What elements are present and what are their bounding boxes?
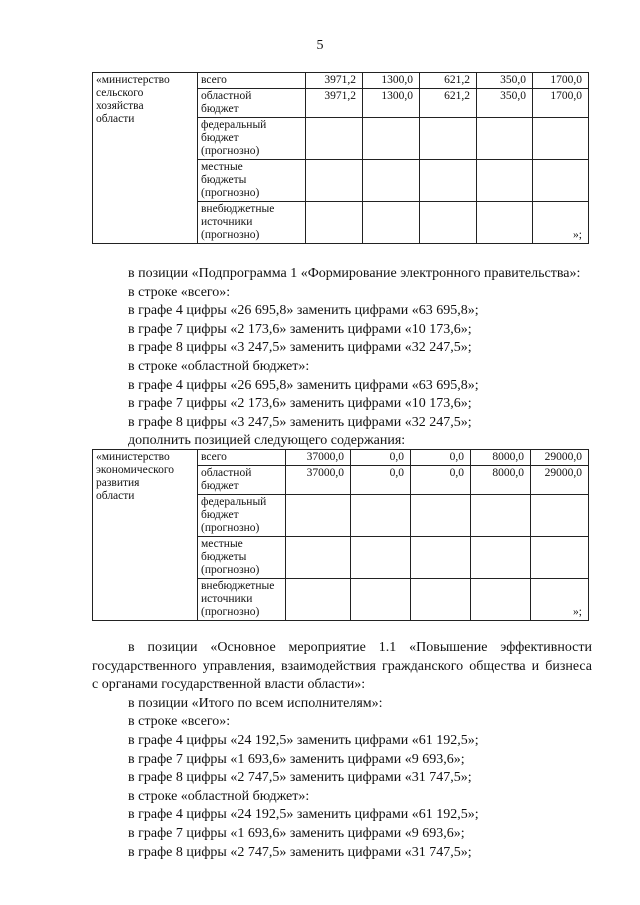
amount-cell: 1300,0 <box>363 89 420 118</box>
amount-cell: 37000,0 <box>286 450 351 466</box>
funding-source-cell <box>198 450 286 466</box>
executor-name-line: «министерство <box>96 451 170 463</box>
amount-cell: 621,2 <box>420 89 477 118</box>
funding-source-line: бюджет <box>201 480 239 492</box>
funding-source-line: бюджет <box>201 103 239 115</box>
amount-cell: »; <box>533 202 589 244</box>
amount-cell <box>363 118 420 160</box>
amendment-line: в графе 4 цифры «26 695,8» заменить цифрами «63 695,8»; <box>128 377 479 393</box>
amendment-line: в графе 4 цифры «24 192,5» заменить цифрами «61 192,5»; <box>128 732 479 748</box>
amount-cell <box>420 202 477 244</box>
amendment-intro-line: с органами государственной власти области»: <box>92 677 366 693</box>
amount-cell: 1700,0 <box>533 89 589 118</box>
executor-name-line: сельского <box>96 87 144 99</box>
amendment-line: в графе 7 цифры «1 693,6» заменить цифрами «9 693,6»; <box>128 825 465 841</box>
funding-source-line: всего <box>201 451 227 463</box>
amount-cell <box>411 579 471 621</box>
amount-cell <box>351 537 411 579</box>
table-row <box>93 73 589 89</box>
amount-cell: 0,0 <box>351 450 411 466</box>
amount-cell <box>411 537 471 579</box>
funding-source-cell <box>198 118 306 160</box>
table1-body <box>93 73 589 244</box>
funding-source-line: источники <box>201 216 253 228</box>
funding-source-line: местные <box>201 161 243 173</box>
executor-name-line: хозяйства <box>96 100 144 112</box>
amendment-line: в позиции «Подпрограмма 1 «Формирование электронного правительства»: <box>128 266 581 281</box>
amount-cell <box>306 202 363 244</box>
amount-cell <box>351 495 411 537</box>
amount-cell <box>531 495 589 537</box>
table2-body <box>93 450 589 621</box>
amount-cell <box>363 202 420 244</box>
executor-name-line: «министерство <box>96 74 170 86</box>
amount-cell: 29000,0 <box>531 466 589 495</box>
funding-source-line: (прогнозно) <box>201 145 260 157</box>
executor-table-economy <box>92 449 589 621</box>
amount-cell <box>286 579 351 621</box>
funding-source-line: (прогнозно) <box>201 229 260 241</box>
executor-name-line: экономического <box>96 464 175 476</box>
funding-source-cell <box>198 73 306 89</box>
amount-cell: »; <box>531 579 589 621</box>
amendment-line: в графе 7 цифры «2 173,6» заменить цифрами «10 173,6»; <box>128 396 472 412</box>
funding-source-cell <box>198 466 286 495</box>
amount-cell <box>286 537 351 579</box>
funding-source-line: областной <box>201 90 252 102</box>
funding-source-line: (прогнозно) <box>201 606 260 618</box>
amount-cell <box>477 160 533 202</box>
amount-cell: 3971,2 <box>306 73 363 89</box>
amendment-intro-line: в позиции «Основное мероприятие 1.1 «Повышение эффективности <box>128 640 592 655</box>
amount-cell <box>477 202 533 244</box>
funding-source-line: (прогнозно) <box>201 564 260 576</box>
page-number: 5 <box>316 38 324 53</box>
funding-source-cell <box>198 160 306 202</box>
amount-cell: 0,0 <box>411 450 471 466</box>
amendments-subprogram-1 <box>128 265 580 451</box>
funding-source-line: областной <box>201 467 252 479</box>
amendment-line: в графе 4 цифры «24 192,5» заменить цифрами «61 192,5»; <box>128 807 479 823</box>
amendment-line: в графе 8 цифры «3 247,5» заменить цифрами «32 247,5»; <box>128 340 472 356</box>
funding-source-line: федеральный <box>201 119 267 131</box>
amount-cell: 621,2 <box>420 73 477 89</box>
amendment-line: в строке «всего»: <box>128 714 231 730</box>
amendment-line: в графе 8 цифры «2 747,5» заменить цифрами «31 747,5»; <box>128 770 472 786</box>
funding-source-cell <box>198 89 306 118</box>
amount-cell: 29000,0 <box>531 450 589 466</box>
amendment-line: в строке «областной бюджет»: <box>128 788 310 804</box>
executor-name-cell <box>93 450 198 621</box>
executor-name-line: области <box>96 113 135 125</box>
amount-cell <box>420 160 477 202</box>
funding-source-line: бюджет <box>201 509 239 521</box>
executor-name-line: области <box>96 490 135 502</box>
amount-cell <box>471 495 531 537</box>
amendments-main-activity-1-1 <box>92 639 592 862</box>
amount-cell <box>471 537 531 579</box>
amount-cell: 8000,0 <box>471 466 531 495</box>
amount-cell: 350,0 <box>477 89 533 118</box>
funding-source-line: федеральный <box>201 496 267 508</box>
amendment-intro-line: государственного управления, взаимодействия гражданского общества и бизнеса <box>92 658 592 674</box>
amount-cell <box>286 495 351 537</box>
amount-cell <box>306 118 363 160</box>
amount-cell <box>420 118 477 160</box>
table-row <box>93 450 589 466</box>
amendment-line: в графе 4 цифры «26 695,8» заменить цифрами «63 695,8»; <box>128 303 479 319</box>
amount-cell: 350,0 <box>477 73 533 89</box>
amount-cell <box>363 160 420 202</box>
funding-source-line: (прогнозно) <box>201 522 260 534</box>
amount-cell <box>351 579 411 621</box>
funding-source-line: бюджет <box>201 132 239 144</box>
amendment-line: в строке «областной бюджет»: <box>128 358 310 374</box>
amount-cell: 1700,0 <box>533 73 589 89</box>
funding-source-cell <box>198 202 306 244</box>
amount-cell: 0,0 <box>351 466 411 495</box>
amendment-line: в графе 7 цифры «2 173,6» заменить цифрами «10 173,6»; <box>128 321 472 337</box>
amount-cell <box>471 579 531 621</box>
amendment-line: в строке «всего»: <box>128 284 231 300</box>
funding-source-line: внебюджетные <box>201 203 275 215</box>
funding-source-cell <box>198 579 286 621</box>
amendment-line: в графе 7 цифры «1 693,6» заменить цифрами «9 693,6»; <box>128 751 465 767</box>
executor-name-line: развития <box>96 477 140 489</box>
funding-source-line: бюджеты <box>201 174 247 186</box>
amount-cell <box>411 495 471 537</box>
amendment-line: дополнить позицией следующего содержания: <box>128 433 406 449</box>
amount-cell: 1300,0 <box>363 73 420 89</box>
amount-cell <box>531 537 589 579</box>
amount-cell: 37000,0 <box>286 466 351 495</box>
funding-source-line: всего <box>201 74 227 86</box>
amount-cell <box>306 160 363 202</box>
amendment-line: в позиции «Итого по всем исполнителям»: <box>128 695 383 711</box>
funding-source-line: бюджеты <box>201 551 247 563</box>
amendment-line: в графе 8 цифры «2 747,5» заменить цифрами «31 747,5»; <box>128 844 472 860</box>
amount-cell: 3971,2 <box>306 89 363 118</box>
amount-cell <box>533 160 589 202</box>
funding-source-cell <box>198 495 286 537</box>
funding-source-line: внебюджетные <box>201 580 275 592</box>
amount-cell <box>533 118 589 160</box>
amount-cell <box>477 118 533 160</box>
amount-cell: 8000,0 <box>471 450 531 466</box>
executor-table-agriculture <box>92 72 589 244</box>
funding-source-line: (прогнозно) <box>201 187 260 199</box>
funding-source-cell <box>198 537 286 579</box>
executor-name-cell <box>93 73 198 244</box>
funding-source-line: местные <box>201 538 243 550</box>
amendment-line: в графе 8 цифры «3 247,5» заменить цифрами «32 247,5»; <box>128 414 472 430</box>
funding-source-line: источники <box>201 593 253 605</box>
amount-cell: 0,0 <box>411 466 471 495</box>
